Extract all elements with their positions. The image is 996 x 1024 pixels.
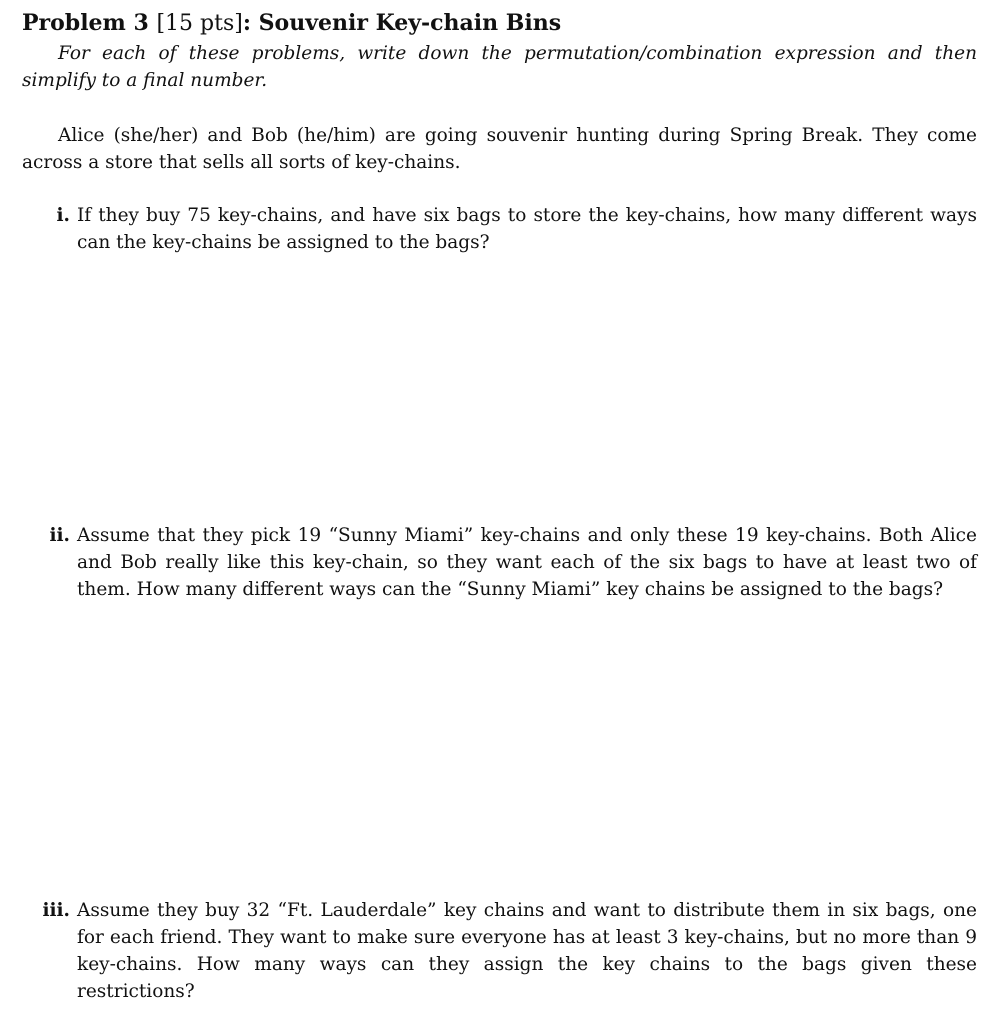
- problem-heading: Problem 3: [22, 10, 149, 36]
- problem-points: [15 pts]: [156, 11, 243, 36]
- question-text: If they buy 75 key-chains, and have six bags to store the key-chains, how many different ways can the key-chains be assigned to the bags?: [77, 205, 977, 253]
- question-text: Assume that they pick 19 “Sunny Miami” key-chains and only these 19 key-chains. Both Alice and Bob really like this key-chain, so they want each of the six bags to have at least two of them. How many different ways can the “Sunny Miami” key chains be assigned to the bags?: [77, 525, 977, 600]
- question-marker: ii.: [49, 525, 70, 546]
- question-text: Assume they buy 32 “Ft. Lauderdale” key chains and want to distribute them in six bags, one for each friend. They want to make sure everyone has at least 3 key-chains, but no more than 9 key-chains. How many ways can they assign the key chains to the bags given these restrictions?: [77, 900, 977, 1002]
- problem-title: [22, 8, 561, 39]
- question-marker: i.: [56, 205, 70, 226]
- question-i: [22, 202, 977, 256]
- problem-name: Souvenir Key-chain Bins: [258, 10, 562, 36]
- question-marker: iii.: [42, 900, 70, 921]
- intro-paragraph: Alice (she/her) and Bob (he/him) are going souvenir hunting during Spring Break. They come across a store that sells all sorts of key-chains.: [22, 125, 977, 173]
- instructions-text: For each of these problems, write down the permutation/combination expression and then simplify to a final number.: [22, 43, 977, 91]
- question-ii: [22, 522, 977, 603]
- question-iii: [22, 897, 977, 1005]
- problem-colon: :: [242, 10, 251, 36]
